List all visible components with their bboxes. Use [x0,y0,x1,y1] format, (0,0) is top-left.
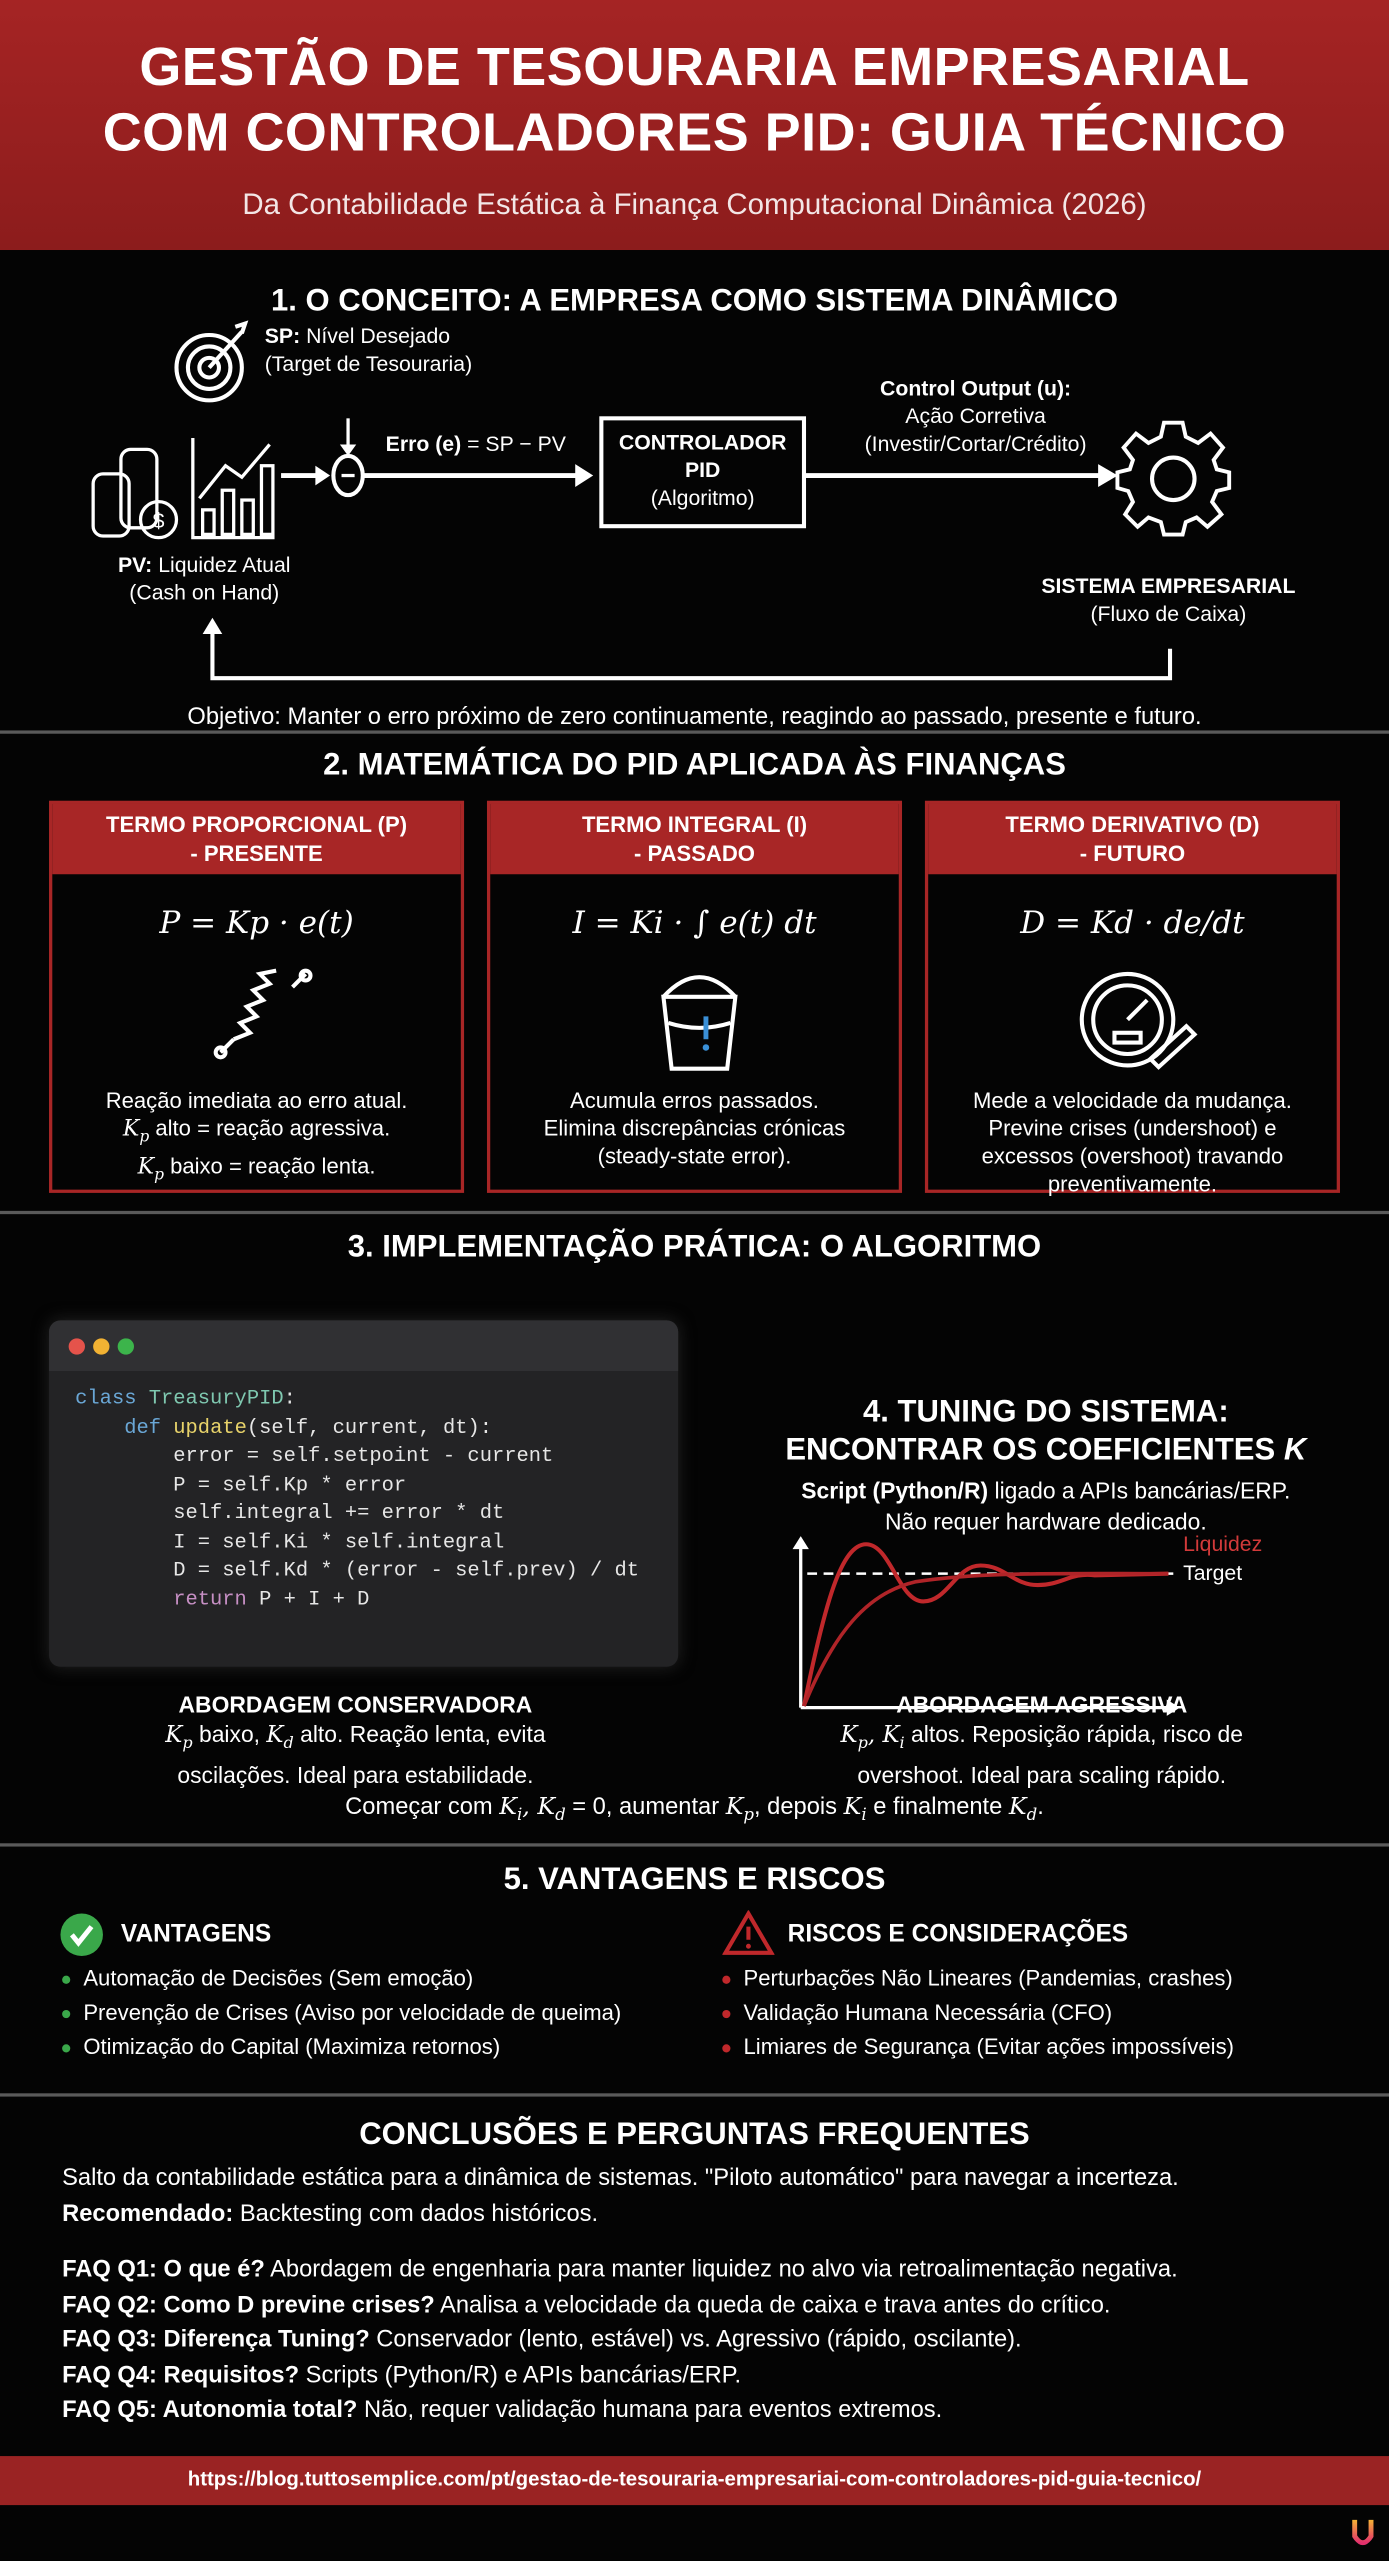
subtitle: Da Contabilidade Estática à Finança Computacional Dinâmica (2026) [242,187,1147,221]
aggressive-response-curve [804,1544,1168,1706]
bullet-icon [722,1976,730,1984]
feedback-arrowhead [203,618,223,634]
section4-subtitle: Script (Python/R) ligado a APIs bancárias/ERP. Não requer hardware dedicado. [801,1477,1291,1535]
system-label: SISTEMA EMPRESARIAL (Fluxo de Caixa) [1041,573,1296,626]
conclusions-text: Salto da contabilidade estática para a dinâmica de sistemas. "Piloto automático" para navegar a incerteza. Recomendado: Backtesting com dados históricos. [62,2165,1179,2227]
pv-label: PV: Liquidez Atual (Cash on Hand) [118,552,291,605]
list-item: Automação de Decisões (Sem emoção) [62,1961,621,1995]
card-integral [487,801,902,1193]
section5-title: 5. VANTAGENS E RISCOS [503,1862,886,1898]
risks-title: RISCOS E CONSIDERAÇÕES [787,1920,1129,1948]
faq-list [62,2253,1369,2429]
conservative-approach: ABORDAGEM CONSERVADORA $K_p$ baixo, $K_d$ alto. Reação lenta, evita oscilações. Ideal para estabilidade. [165,1691,546,1788]
card-header: TERMO INTEGRAL (I) - PASSADO [490,804,899,874]
bucket-icon [654,967,746,1075]
code-block: class TreasuryPID: def update(self, current, dt): error = self.setpoint - current P = self.Kp * error self.integral += error * dt I = self.Ki * self.integral D = self.Kd * (error - self.prev) / dt return P + I + D [75,1387,640,1611]
objective-text: Objetivo: Manter o erro próximo de zero continuamente, reagindo ao passado, presente e futuro. [187,704,1202,731]
legend-liquidez: Liquidez [1183,1531,1263,1556]
check-circle-icon [59,1912,105,1958]
risks-list [722,1961,1234,2064]
faq-item: FAQ Q5: Autonomia total? Não, requer validação humana para eventos extremos. [62,2397,943,2424]
advantages-list [62,1961,621,2064]
controller-label: CONTROLADOR PID (Algoritmo) [618,429,787,510]
conclusions-title: CONCLUSÕES E PERGUNTAS FREQUENTES [359,2117,1030,2153]
code-window-titlebar [49,1320,678,1371]
divider [0,1843,1389,1846]
formula: P = Kp · e(t) [159,905,354,942]
error-arrowhead [575,464,593,487]
advantages-title: VANTAGENS [120,1920,272,1948]
aggressive-approach: ABORDAGEM AGRESSIVA $K_p$, $K_i$ altos. Reposição rápida, risco de overshoot. Ideal para scaling rápido. [840,1691,1243,1788]
list-item: Prevenção de Crises (Aviso por velocidade de queima) [62,1995,621,2029]
close-dot-icon [69,1338,85,1354]
card-description: Mede a velocidade da mudança. Previne crises (undershoot) e excessos (overshoot) travando preventivamente. [972,1088,1292,1197]
card-proportional [49,801,464,1193]
control-output-label: Control Output (u): Ação Corretiva (Investir/Cortar/Crédito) [864,375,1087,456]
section1-title: 1. O CONCEITO: A EMPRESA COMO SISTEMA DINÂMICO [271,284,1118,319]
section3-title: 3. IMPLEMENTAÇÃO PRÁTICA: O ALGORITMO [347,1230,1042,1265]
card-description: Acumula erros passados. Elimina discrepâncias crónicas (steady-state error). [543,1088,846,1169]
list-item: Otimização do Capital (Maximiza retornos) [62,2030,621,2064]
target-icon [176,324,245,401]
formula: D = Kd · de/dt [1020,905,1245,942]
card-header: TERMO DERIVATIVO (D) - FUTURO [928,804,1337,874]
output-arrowhead [1098,464,1118,487]
faq-item: FAQ Q3: Diferença Tuning? Conservador (lento, estável) vs. Agressivo (rápido, oscilante). [62,2326,1022,2354]
dollar-icon: $ [152,508,165,533]
section4-title: 4. TUNING DO SISTEMA: ENCONTRAR OS COEFICIENTES K [785,1395,1307,1468]
warning-icon [722,1910,774,1956]
divider [0,2093,1389,2096]
maximize-dot-icon [118,1338,134,1354]
feedback-loop-arrow [212,629,1170,678]
faq-item: FAQ Q2: Como D previne crises? Analisa a velocidade da queda de caixa e trava antes do crítico. [62,2291,1111,2318]
error-label: Erro (e) = SP − PV [385,431,566,456]
source-url-link[interactable]: https://blog.tuttosemplice.com/pt/gestao-de-tesouraria-empresariai-com-controladores-pid-guia-tecnico/ [187,2467,1202,2491]
divider [0,1211,1389,1214]
faq-item: FAQ Q1: O que é? Abordagem de engenharia para manter liquidez no alvo via retroalimentação negativa. [62,2256,1178,2283]
card-description: Reação imediata ao erro atual. $K_p$ alto = reação agressiva. $K_p$ baixo = reação lenta. [105,1088,408,1184]
card-derivative [925,801,1340,1197]
minimize-dot-icon [93,1338,109,1354]
formula: I = Ki · ∫ e(t) dt [572,905,817,942]
spring-icon [208,967,322,1065]
bullet-icon [722,2044,730,2052]
brand-logo-icon [1350,2517,1376,2550]
tuning-tip: Começar com $K_i$, $K_d = 0$, aumentar $K_p$, depois $K_i$ e finalmente $K_d$. [345,1794,1044,1826]
bullet-icon [62,2044,70,2052]
faq-item: FAQ Q4: Requisitos? Scripts (Python/R) e APIs bancárias/ERP. [62,2362,742,2389]
title-line-2: COM CONTROLADORES PID: GUIA TÉCNICO [102,101,1287,162]
conservative-response-curve [804,1574,1168,1706]
divider [0,730,1389,733]
card-header: TERMO PROPORCIONAL (P) - PRESENTE [52,804,461,874]
growth-chart-icon [193,438,275,538]
section2-title: 2. MATEMÁTICA DO PID APLICADA ÀS FINANÇAS [323,748,1066,783]
list-item: Limiares de Segurança (Evitar ações impossíveis) [722,2030,1234,2064]
bullet-icon [62,2010,70,2018]
title-line-1: GESTÃO DE TESOURARIA EMPRESARIAL [139,35,1250,97]
sp-label: SP: Nível Desejado (Target de Tesouraria) [264,323,473,376]
code-window [49,1320,678,1666]
pv-arrowhead [315,466,330,486]
speedometer-icon [1075,967,1199,1075]
bullet-icon [722,2010,730,2018]
bullet-icon [62,1976,70,1984]
legend-target: Target [1183,1560,1243,1586]
list-item: Validação Humana Necessária (CFO) [722,1995,1234,2029]
list-item: Perturbações Não Lineares (Pandemias, crashes) [722,1961,1234,1995]
y-axis-arrowhead [793,1536,809,1549]
